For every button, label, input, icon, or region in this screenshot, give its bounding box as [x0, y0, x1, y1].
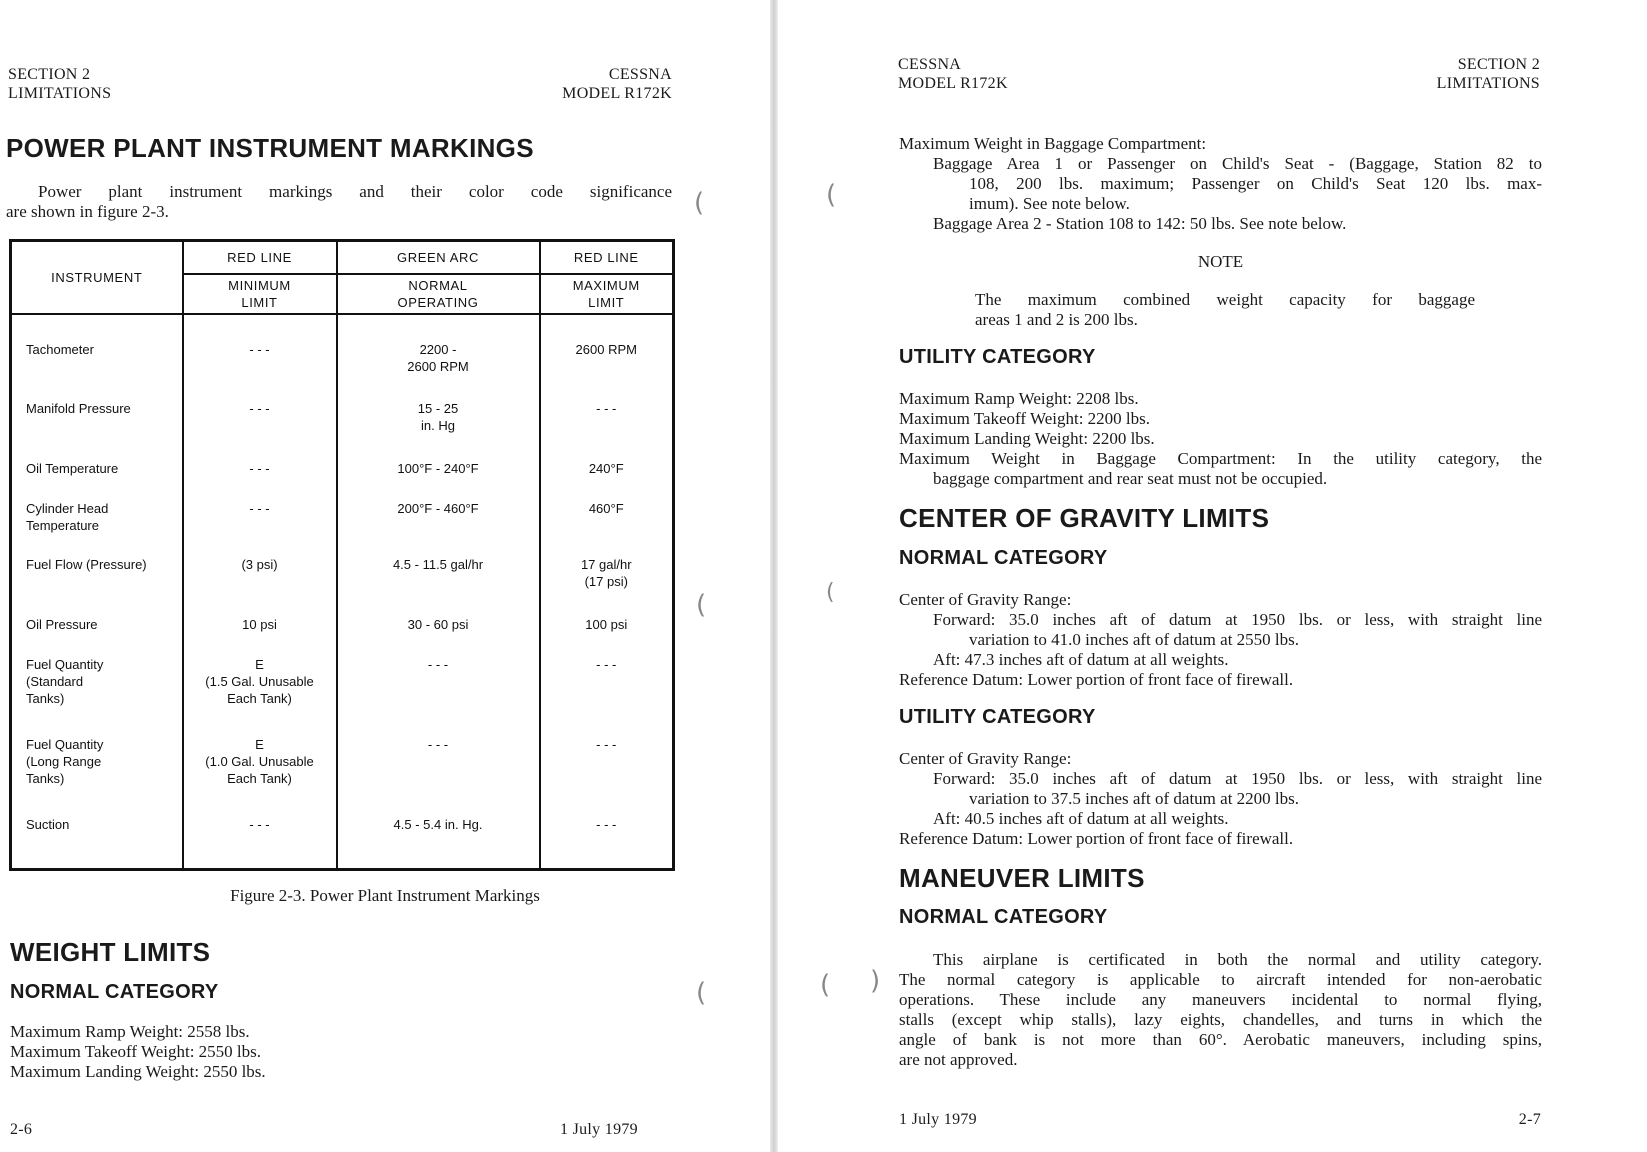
normal-category-title: NORMAL CATEGORY [10, 981, 219, 1003]
maneuver-line: The normal category is applicable to aircraft intended for non-aerobatic [899, 970, 1542, 989]
cell-line: in. Hg [421, 417, 455, 433]
table-row [11, 610, 674, 650]
margin-bracket-icon: ( [826, 180, 837, 210]
cg-utility-block [899, 749, 1542, 849]
cell-line: Manifold Pressure [26, 400, 131, 416]
header-line: LIMITATIONS [8, 85, 112, 102]
cg-line: variation to 37.5 inches aft of datum at 2200 lbs. [969, 789, 1300, 808]
normal-operating-cell [337, 550, 540, 610]
cg-line: Center of Gravity Range: [899, 749, 1072, 768]
min-limit-cell [183, 550, 337, 610]
table-row [11, 810, 674, 870]
instrument-cell [11, 730, 183, 810]
normal-operating-cell [337, 314, 540, 394]
min-limit-cell [183, 650, 337, 730]
cell-line: (3 psi) [241, 556, 278, 572]
cell-line: 15 - 25 [417, 400, 459, 416]
sub-normal-operating [337, 274, 540, 314]
instrument-cell [11, 650, 183, 730]
intro-line: are shown in figure 2-3. [6, 202, 169, 221]
note-text [975, 290, 1475, 330]
cell-line: Tachometer [26, 341, 94, 357]
weight-line: Maximum Takeoff Weight: 2550 lbs. [10, 1042, 262, 1061]
cell-line: - - - [596, 736, 617, 752]
margin-bracket-icon: ( [696, 978, 707, 1008]
weight-line: Maximum Landing Weight: 2200 lbs. [899, 429, 1155, 448]
instrument-cell [11, 550, 183, 610]
cg-normal-category-title: NORMAL CATEGORY [899, 547, 1108, 569]
header-line: LIMITATIONS [1436, 75, 1540, 92]
left-header-section [8, 65, 111, 103]
cell-line: 100 psi [585, 616, 628, 632]
sub-header-line: OPERATING [397, 294, 479, 310]
cell-line: 2600 RPM [407, 358, 469, 374]
cell-line: Fuel Quantity [26, 656, 104, 672]
power-plant-title: POWER PLANT INSTRUMENT MARKINGS [6, 133, 534, 163]
left-header-model [450, 65, 672, 103]
cell-line: - - - [249, 460, 270, 476]
sub-header-line: LIMIT [241, 294, 278, 310]
maneuver-line: This airplane is certificated in both the normal and utility category. [933, 950, 1542, 969]
normal-operating-cell [337, 810, 540, 870]
max-limit-cell [540, 730, 674, 810]
cell-line: 100°F - 240°F [397, 460, 479, 476]
cell-line: 4.5 - 5.4 in. Hg. [393, 816, 483, 832]
col-instrument-header: INSTRUMENT [11, 241, 183, 314]
cell-line: Oil Temperature [26, 460, 119, 476]
weight-line: Maximum Ramp Weight: 2558 lbs. [10, 1022, 250, 1041]
header-line: MODEL R172K [562, 85, 672, 102]
min-limit-cell [183, 810, 337, 870]
cell-line: E [255, 656, 264, 672]
normal-operating-cell [337, 650, 540, 730]
weight-line: Maximum Weight in Baggage Compartment: In the utility category, the [899, 449, 1542, 468]
weight-line: Maximum Takeoff Weight: 2200 lbs. [899, 409, 1151, 428]
max-limit-cell [540, 550, 674, 610]
baggage-area-1-line: imum). See note below. [969, 194, 1130, 213]
cg-line: Aft: 47.3 inches aft of datum at all weights. [933, 650, 1229, 669]
max-limit-cell [540, 610, 674, 650]
normal-operating-cell [337, 494, 540, 550]
cell-line: (17 psi) [584, 573, 628, 589]
table-row [11, 650, 674, 730]
right-page [778, 0, 1647, 1152]
normal-operating-cell [337, 454, 540, 494]
header-line: MODEL R172K [898, 75, 1008, 92]
cell-line: Fuel Quantity [26, 736, 104, 752]
table-row [11, 550, 674, 610]
cell-line: Oil Pressure [26, 616, 98, 632]
min-limit-cell [183, 454, 337, 494]
cg-line: Reference Datum: Lower portion of front face of firewall. [899, 829, 1294, 848]
baggage-area-2: Baggage Area 2 - Station 108 to 142: 50 lbs. See note below. [933, 214, 1347, 233]
cell-line: - - - [427, 656, 449, 672]
cg-line: Aft: 40.5 inches aft of datum at all weights. [933, 809, 1229, 828]
cell-line: Suction [26, 816, 70, 832]
cg-line: Forward: 35.0 inches aft of datum at 1950 lbs. or less, with straight line [933, 610, 1542, 629]
instrument-cell [11, 610, 183, 650]
table-row [11, 454, 674, 494]
maneuver-line: operations. These include any maneuvers incidental to normal flying, [899, 990, 1542, 1009]
cell-line: 2200 - [419, 341, 457, 357]
cell-line: (1.5 Gal. Unusable [205, 673, 314, 689]
min-limit-cell [183, 394, 337, 454]
power-plant-intro [6, 182, 672, 222]
cell-line: (1.0 Gal. Unusable [205, 753, 314, 769]
cell-line: Cylinder Head [26, 500, 109, 516]
note-line: The maximum combined weight capacity for baggage [975, 290, 1475, 309]
sub-header-line: MAXIMUM [572, 277, 640, 293]
cg-line: Forward: 35.0 inches aft of datum at 1950 lbs. or less, with straight line [933, 769, 1542, 788]
weight-limits-title: WEIGHT LIMITS [10, 937, 211, 967]
intro-line: Power plant instrument markings and their color code significance [38, 182, 672, 201]
cg-utility-category-title: UTILITY CATEGORY [899, 706, 1096, 728]
cell-line: - - - [427, 736, 449, 752]
min-limit-cell [183, 314, 337, 394]
sub-header-line: NORMAL [408, 277, 468, 293]
cell-line: Each Tank) [227, 770, 292, 786]
weight-line: Maximum Landing Weight: 2550 lbs. [10, 1062, 266, 1081]
utility-category-title: UTILITY CATEGORY [899, 346, 1096, 368]
min-limit-cell [183, 730, 337, 810]
weight-line: Maximum Ramp Weight: 2208 lbs. [899, 389, 1139, 408]
margin-bracket-icon: ( [826, 580, 835, 605]
cell-line: 10 psi [242, 616, 277, 632]
left-page-date: 1 July 1979 [560, 1121, 638, 1138]
cell-line: 460°F [588, 500, 624, 516]
cell-line: Temperature [26, 517, 99, 533]
table-row [11, 730, 674, 810]
left-page [0, 0, 770, 1152]
margin-bracket-icon: ( [696, 590, 707, 620]
maneuver-limits-title: MANEUVER LIMITS [899, 863, 1145, 893]
cell-line: 17 gal/hr [580, 556, 632, 572]
note-title: NOTE [1197, 252, 1244, 271]
min-limit-cell [183, 610, 337, 650]
table-row [11, 394, 674, 454]
page-gutter [770, 0, 778, 1152]
maneuver-normal-category-title: NORMAL CATEGORY [899, 906, 1108, 928]
normal-operating-cell [337, 610, 540, 650]
sub-header-line: LIMIT [588, 294, 625, 310]
instrument-cell [11, 314, 183, 394]
margin-bracket-icon: ( [694, 188, 705, 218]
table-row [11, 314, 674, 394]
cell-line: Fuel Flow (Pressure) [26, 556, 147, 572]
max-limit-cell [540, 650, 674, 730]
figure-caption: Figure 2-3. Power Plant Instrument Markings [230, 886, 540, 905]
max-limit-cell [540, 810, 674, 870]
max-limit-cell [540, 494, 674, 550]
cell-line: Each Tank) [227, 690, 292, 706]
instrument-cell [11, 494, 183, 550]
cell-line: 30 - 60 psi [407, 616, 469, 632]
min-limit-cell [183, 494, 337, 550]
cell-line: (Long Range [26, 753, 102, 769]
cell-line: Tanks) [26, 690, 65, 706]
cg-line: Center of Gravity Range: [899, 590, 1072, 609]
table-row [11, 494, 674, 550]
max-limit-cell [540, 454, 674, 494]
cell-line: 2600 RPM [575, 341, 637, 357]
right-header-section [1318, 55, 1540, 93]
max-limit-cell [540, 394, 674, 454]
instrument-cell [11, 454, 183, 494]
baggage-heading: Maximum Weight in Baggage Compartment: [899, 134, 1207, 153]
normal-operating-cell [337, 730, 540, 810]
cg-normal-block [899, 590, 1542, 690]
cell-line: Tanks) [26, 770, 65, 786]
margin-bracket-icon: ) [870, 966, 881, 996]
cell-line: - - - [249, 500, 270, 516]
margin-bracket-icon: ( [820, 970, 831, 1000]
sub-maximum-limit [540, 274, 674, 314]
left-page-number: 2-6 [10, 1121, 33, 1138]
cell-line: (Standard [26, 673, 84, 689]
cell-line: - - - [596, 400, 617, 416]
note-line: areas 1 and 2 is 200 lbs. [975, 310, 1138, 329]
normal-operating-cell [337, 394, 540, 454]
cell-line: E [255, 736, 264, 752]
instrument-markings-body [11, 314, 674, 870]
cell-line: - - - [596, 816, 617, 832]
baggage-area-1-line: 108, 200 lbs. maximum; Passenger on Child's Seat 120 lbs. max- [969, 174, 1542, 193]
maneuver-line: are not approved. [899, 1050, 1018, 1069]
header-line: CESSNA [608, 66, 672, 83]
instrument-cell [11, 394, 183, 454]
cg-limits-title: CENTER OF GRAVITY LIMITS [899, 503, 1270, 533]
utility-weights [899, 389, 1542, 489]
cell-line: - - - [596, 656, 617, 672]
normal-weights [10, 1022, 266, 1082]
baggage-area-1-line: Baggage Area 1 or Passenger on Child's Seat - (Baggage, Station 82 to [933, 154, 1542, 173]
max-limit-cell [540, 314, 674, 394]
col-green-arc-header: GREEN ARC [337, 241, 540, 274]
maneuver-line: angle of bank is not more than 60°. Aerobatic maneuvers, including spins, [899, 1030, 1542, 1049]
cell-line: 240°F [588, 460, 624, 476]
sub-minimum-limit [183, 274, 337, 314]
instrument-markings-table [9, 239, 675, 871]
instrument-cell [11, 810, 183, 870]
right-header-model [898, 55, 1008, 93]
header-line: CESSNA [898, 56, 962, 73]
baggage-block [899, 134, 1542, 234]
right-page-date: 1 July 1979 [899, 1111, 977, 1128]
cell-line: - - - [249, 400, 270, 416]
cell-line: 200°F - 460°F [397, 500, 479, 516]
maneuver-text [899, 950, 1542, 1070]
cg-line: variation to 41.0 inches aft of datum at 2550 lbs. [969, 630, 1300, 649]
cell-line: 4.5 - 11.5 gal/hr [392, 556, 484, 572]
col-red-line-min-header: RED LINE [183, 241, 337, 274]
right-page-number: 2-7 [1518, 1111, 1541, 1128]
cg-line: Reference Datum: Lower portion of front face of firewall. [899, 670, 1294, 689]
weight-line: baggage compartment and rear seat must not be occupied. [933, 469, 1328, 488]
cell-line: - - - [249, 341, 270, 357]
maneuver-line: stalls (except whip stalls), lazy eights, chandelles, and turns in which the [899, 1010, 1542, 1029]
header-line: SECTION 2 [8, 66, 91, 83]
col-red-line-max-header: RED LINE [540, 241, 674, 274]
header-line: SECTION 2 [1457, 56, 1540, 73]
cell-line: - - - [249, 816, 270, 832]
sub-header-line: MINIMUM [228, 277, 291, 293]
